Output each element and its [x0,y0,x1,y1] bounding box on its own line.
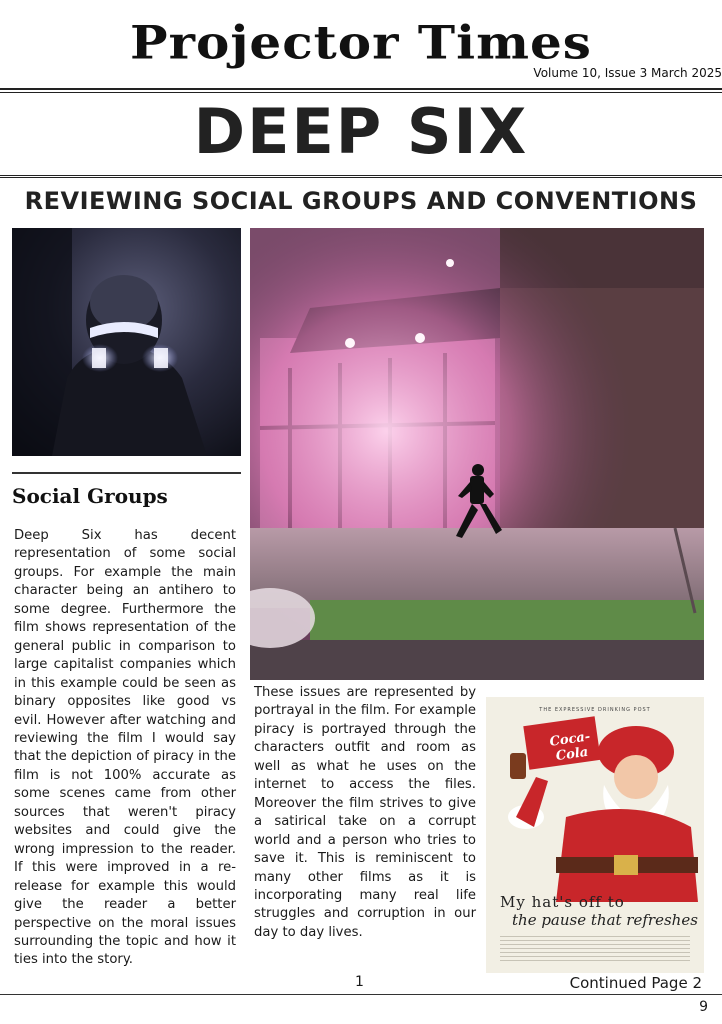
ad-brand-logo: Coca-Cola [548,729,592,765]
ad-tagline-1: My hat's off to [500,893,625,911]
rule-bottom-thin [0,177,722,178]
masthead-title: Projector Times [130,15,592,70]
page-number: 1 [355,974,364,990]
hooded-figure-illustration [12,228,241,456]
rule-bottom [0,175,722,176]
section-rule [12,472,241,474]
column-1-text: Deep Six has decent representation of some social groups. For example the main character being an antihero to some degree. Furthermore the film shows representation of the general public in comparison to large capitalist companies which in this example could be seen as binary opposites like good vs evil. However after watching and reviewing the film I would say that the depiction of piracy in the film is not 100% accurate as some scenes came from other sources that weren't piracy websites and could give the wrong impression to the reader. If this were improved in a re-release for example this would give the reader a better perspective on the moral issues surrounding the topic and how it ties into the story. [14,528,236,968]
column-1 [14,527,236,970]
rule-top [0,88,722,90]
column-2-text: These issues are represented by portrayal in the film. For example piracy is portrayed through the characters outfit and room as well as what he uses on the internet to access the files. Moreover the film strives to give a satirical take on a corrupt world and a person who tries to save it. This is reminiscent to many other films as it is incorporating many real life struggles and corruption in our day to day lives. [254,685,476,940]
street-scene-illustration [250,228,704,680]
hooded-figure-photo [12,228,241,456]
street-scene-photo [250,228,704,680]
continued-label: Continued Page 2 [569,974,702,992]
column-2 [254,684,476,942]
footer-rule [0,994,722,995]
section-title: Social Groups [12,484,168,508]
ad-top-caption: THE EXPRESSIVE DRINKING POST [539,707,651,713]
coca-cola-ad [486,697,704,973]
ad-fine-print [500,933,690,961]
rule-top-thin [0,92,722,93]
headline: DEEP SIX [193,95,529,168]
ad-tagline-2: the pause that refreshes [512,911,698,929]
subheadline: REVIEWING SOCIAL GROUPS AND CONVENTIONS [24,187,698,215]
folio-number: 9 [699,999,708,1015]
issue-info: Volume 10, Issue 3 March 2025 [533,66,722,80]
